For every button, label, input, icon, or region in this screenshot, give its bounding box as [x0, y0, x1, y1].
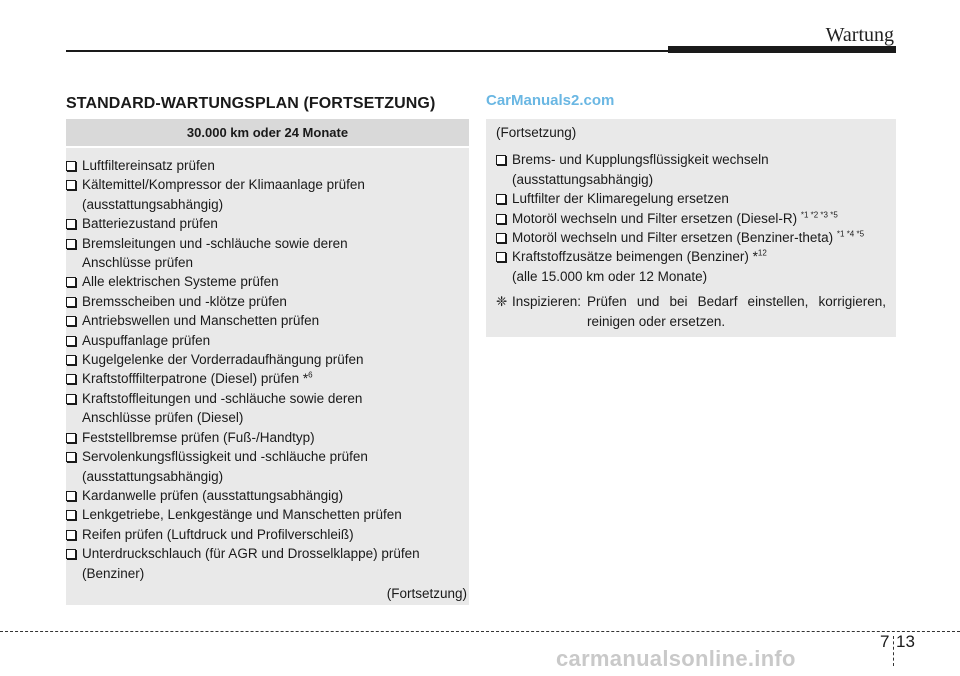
- maintenance-list-left: [66, 148, 469, 583]
- checklist-item: [66, 234, 469, 273]
- checkbox-icon: [66, 161, 76, 171]
- maintenance-list-right: [496, 150, 886, 286]
- watermark-bottom: carmanualsonline.info: [556, 646, 796, 671]
- checklist-item-text: [82, 292, 469, 311]
- checklist-item-continuation: Anschlüsse prüfen (Diesel): [82, 410, 244, 426]
- checkbox-icon: [66, 180, 76, 190]
- checkbox-icon: [66, 316, 76, 326]
- footnote-ref: *1 *4 *5: [836, 229, 865, 239]
- checklist-item-label: Kraftstoffzusätze beimengen (Benziner) *: [512, 249, 758, 265]
- checklist-item: [66, 292, 469, 311]
- checklist-item-label: Auspuffanlage prüfen: [82, 332, 211, 348]
- checklist-item-text: [82, 350, 469, 369]
- checklist-item: [496, 247, 886, 286]
- checklist-item: [496, 228, 886, 247]
- checklist-item-continuation: (ausstattungsabhängig): [82, 468, 224, 484]
- section-title: STANDARD-WARTUNGSPLAN (FORTSETZUNG): [66, 95, 436, 112]
- page-number: 13: [896, 632, 915, 651]
- checklist-item-label: Brems- und Kupplungsflüssigkeit wechseln: [512, 152, 769, 168]
- checklist-item-label: Luftfilter der Klimaregelung ersetzen: [512, 191, 729, 207]
- checkbox-icon: [496, 194, 506, 204]
- checklist-item-text: [512, 247, 886, 266]
- checklist-item-text: [82, 525, 469, 544]
- checklist-item-label: Alle elektrischen Systeme prüfen: [82, 274, 279, 290]
- checkbox-icon: [66, 491, 76, 501]
- checklist-item-text: [82, 214, 469, 233]
- checklist-item: [66, 544, 469, 583]
- checklist-item: [66, 428, 469, 447]
- checklist-item-continuation: (ausstattungsabhängig): [82, 196, 224, 212]
- maintenance-box-heading: 30.000 km oder 24 Monate: [66, 119, 469, 148]
- checklist-item-label: Kraftstoffleitungen und -schläuche sowie deren: [82, 390, 363, 406]
- checklist-item-label: Kardanwelle prüfen (ausstattungsabhängig): [82, 487, 344, 503]
- footnote-ref: 12: [757, 248, 767, 258]
- checklist-item-label: Reifen prüfen (Luftdruck und Profilverschleiß): [82, 526, 354, 542]
- footer-rule: [0, 631, 960, 632]
- checklist-item-text: [512, 150, 886, 169]
- checklist-item-text: [82, 428, 469, 447]
- checklist-item: [66, 486, 469, 505]
- checkbox-icon: [496, 252, 506, 262]
- checklist-item: [496, 150, 886, 189]
- maintenance-box-30000: [66, 119, 469, 605]
- continued-label: (Fortsetzung): [386, 586, 467, 601]
- checkbox-icon: [66, 239, 76, 249]
- checklist-item-text: [82, 175, 469, 194]
- checklist-item-label: Bremsleitungen und -schläuche sowie deren: [82, 235, 348, 251]
- checklist-item: [66, 525, 469, 544]
- watermark-top: CarManuals2.com: [486, 92, 615, 109]
- chapter-number: 7: [880, 632, 890, 651]
- checklist-item-label: Motoröl wechseln und Filter ersetzen (Benziner-theta): [512, 230, 837, 246]
- checklist-item: [66, 505, 469, 524]
- header-rule-accent: [668, 46, 896, 53]
- checklist-item: [66, 331, 469, 350]
- checkbox-icon: [496, 214, 506, 224]
- checklist-item-text: [82, 447, 469, 466]
- checkbox-icon: [66, 549, 76, 559]
- checklist-item-label: Motoröl wechseln und Filter ersetzen (Diesel-R): [512, 210, 801, 226]
- checkbox-icon: [66, 530, 76, 540]
- checklist-item: [66, 369, 469, 388]
- checklist-item-label: Kraftstofffilterpatrone (Diesel) prüfen *: [82, 371, 309, 387]
- checkbox-icon: [66, 355, 76, 365]
- checkbox-icon: [66, 277, 76, 287]
- checklist-item-text: [512, 189, 886, 208]
- checklist-item-text: [82, 544, 469, 563]
- checklist-item: [66, 272, 469, 291]
- inspection-note: [496, 292, 886, 331]
- continued-label-top: (Fortsetzung): [496, 125, 577, 140]
- checklist-item-text: [82, 389, 469, 408]
- checkbox-icon: [66, 433, 76, 443]
- checkbox-icon: [66, 297, 76, 307]
- checklist-item-continuation: Anschlüsse prüfen: [82, 255, 194, 271]
- checkbox-icon: [66, 219, 76, 229]
- note-symbol-icon: ❈: [496, 294, 508, 310]
- checklist-item-label: Luftfiltereinsatz prüfen: [82, 158, 215, 173]
- checklist-item-text: [82, 156, 469, 175]
- checklist-item: [66, 389, 469, 428]
- checklist-item: [66, 175, 469, 214]
- checkbox-icon: [66, 374, 76, 384]
- checklist-item-continuation: (Benziner): [82, 565, 145, 581]
- page-number-divider: [893, 636, 894, 666]
- checklist-item: [496, 209, 886, 228]
- checklist-item: [66, 350, 469, 369]
- checkbox-icon: [66, 394, 76, 404]
- checklist-item-text: [82, 505, 469, 524]
- checklist-item-label: Bremsscheiben und -klötze prüfen: [82, 293, 287, 309]
- note-label: Inspizieren:: [512, 294, 582, 310]
- note-text-line1: Prüfen und bei Bedarf einstellen, korrigieren,: [587, 294, 886, 310]
- checklist-item: [496, 189, 886, 208]
- checkbox-icon: [66, 336, 76, 346]
- checklist-item-text: [512, 228, 886, 247]
- checklist-item-text: [512, 209, 886, 228]
- checkbox-icon: [496, 233, 506, 243]
- footnote-ref: *1 *2 *3 *5: [800, 210, 838, 220]
- checkbox-icon: [66, 452, 76, 462]
- maintenance-box-continued: [486, 119, 896, 337]
- checklist-item-text: [82, 311, 469, 330]
- checklist-item: [66, 156, 469, 175]
- checklist-item-text: [82, 369, 469, 388]
- page-header-title: Wartung: [825, 24, 894, 46]
- checklist-item-label: Antriebswellen und Manschetten prüfen: [82, 313, 320, 329]
- checklist-item-label: Unterdruckschlauch (für AGR und Drosselklappe) prüfen: [82, 546, 420, 562]
- checklist-item: [66, 447, 469, 486]
- checklist-item-text: [82, 272, 469, 291]
- checklist-item: [66, 214, 469, 233]
- footnote-ref: 6: [308, 370, 313, 380]
- checklist-item-label: Servolenkungsflüssigkeit und -schläuche prüfen: [82, 449, 368, 465]
- checkbox-icon: [496, 155, 506, 165]
- checklist-item-continuation: (alle 15.000 km oder 12 Monate): [512, 268, 708, 284]
- checklist-item-text: [82, 486, 469, 505]
- checklist-item-label: Kugelgelenke der Vorderradaufhängung prüfen: [82, 352, 364, 368]
- checklist-item-label: Feststellbremse prüfen (Fuß-/Handtyp): [82, 429, 315, 445]
- checklist-item: [66, 311, 469, 330]
- checklist-item-text: [82, 331, 469, 350]
- checklist-item-text: [82, 234, 469, 253]
- checkbox-icon: [66, 510, 76, 520]
- checklist-item-label: Batteriezustand prüfen: [82, 216, 218, 232]
- checklist-item-label: Lenkgetriebe, Lenkgestänge und Manschetten prüfen: [82, 507, 402, 523]
- checklist-item-continuation: (ausstattungsabhängig): [512, 171, 654, 187]
- note-text-line2: reinigen oder ersetzen.: [587, 313, 726, 329]
- checklist-item-label: Kältemittel/Kompressor der Klimaanlage prüfen: [82, 177, 365, 193]
